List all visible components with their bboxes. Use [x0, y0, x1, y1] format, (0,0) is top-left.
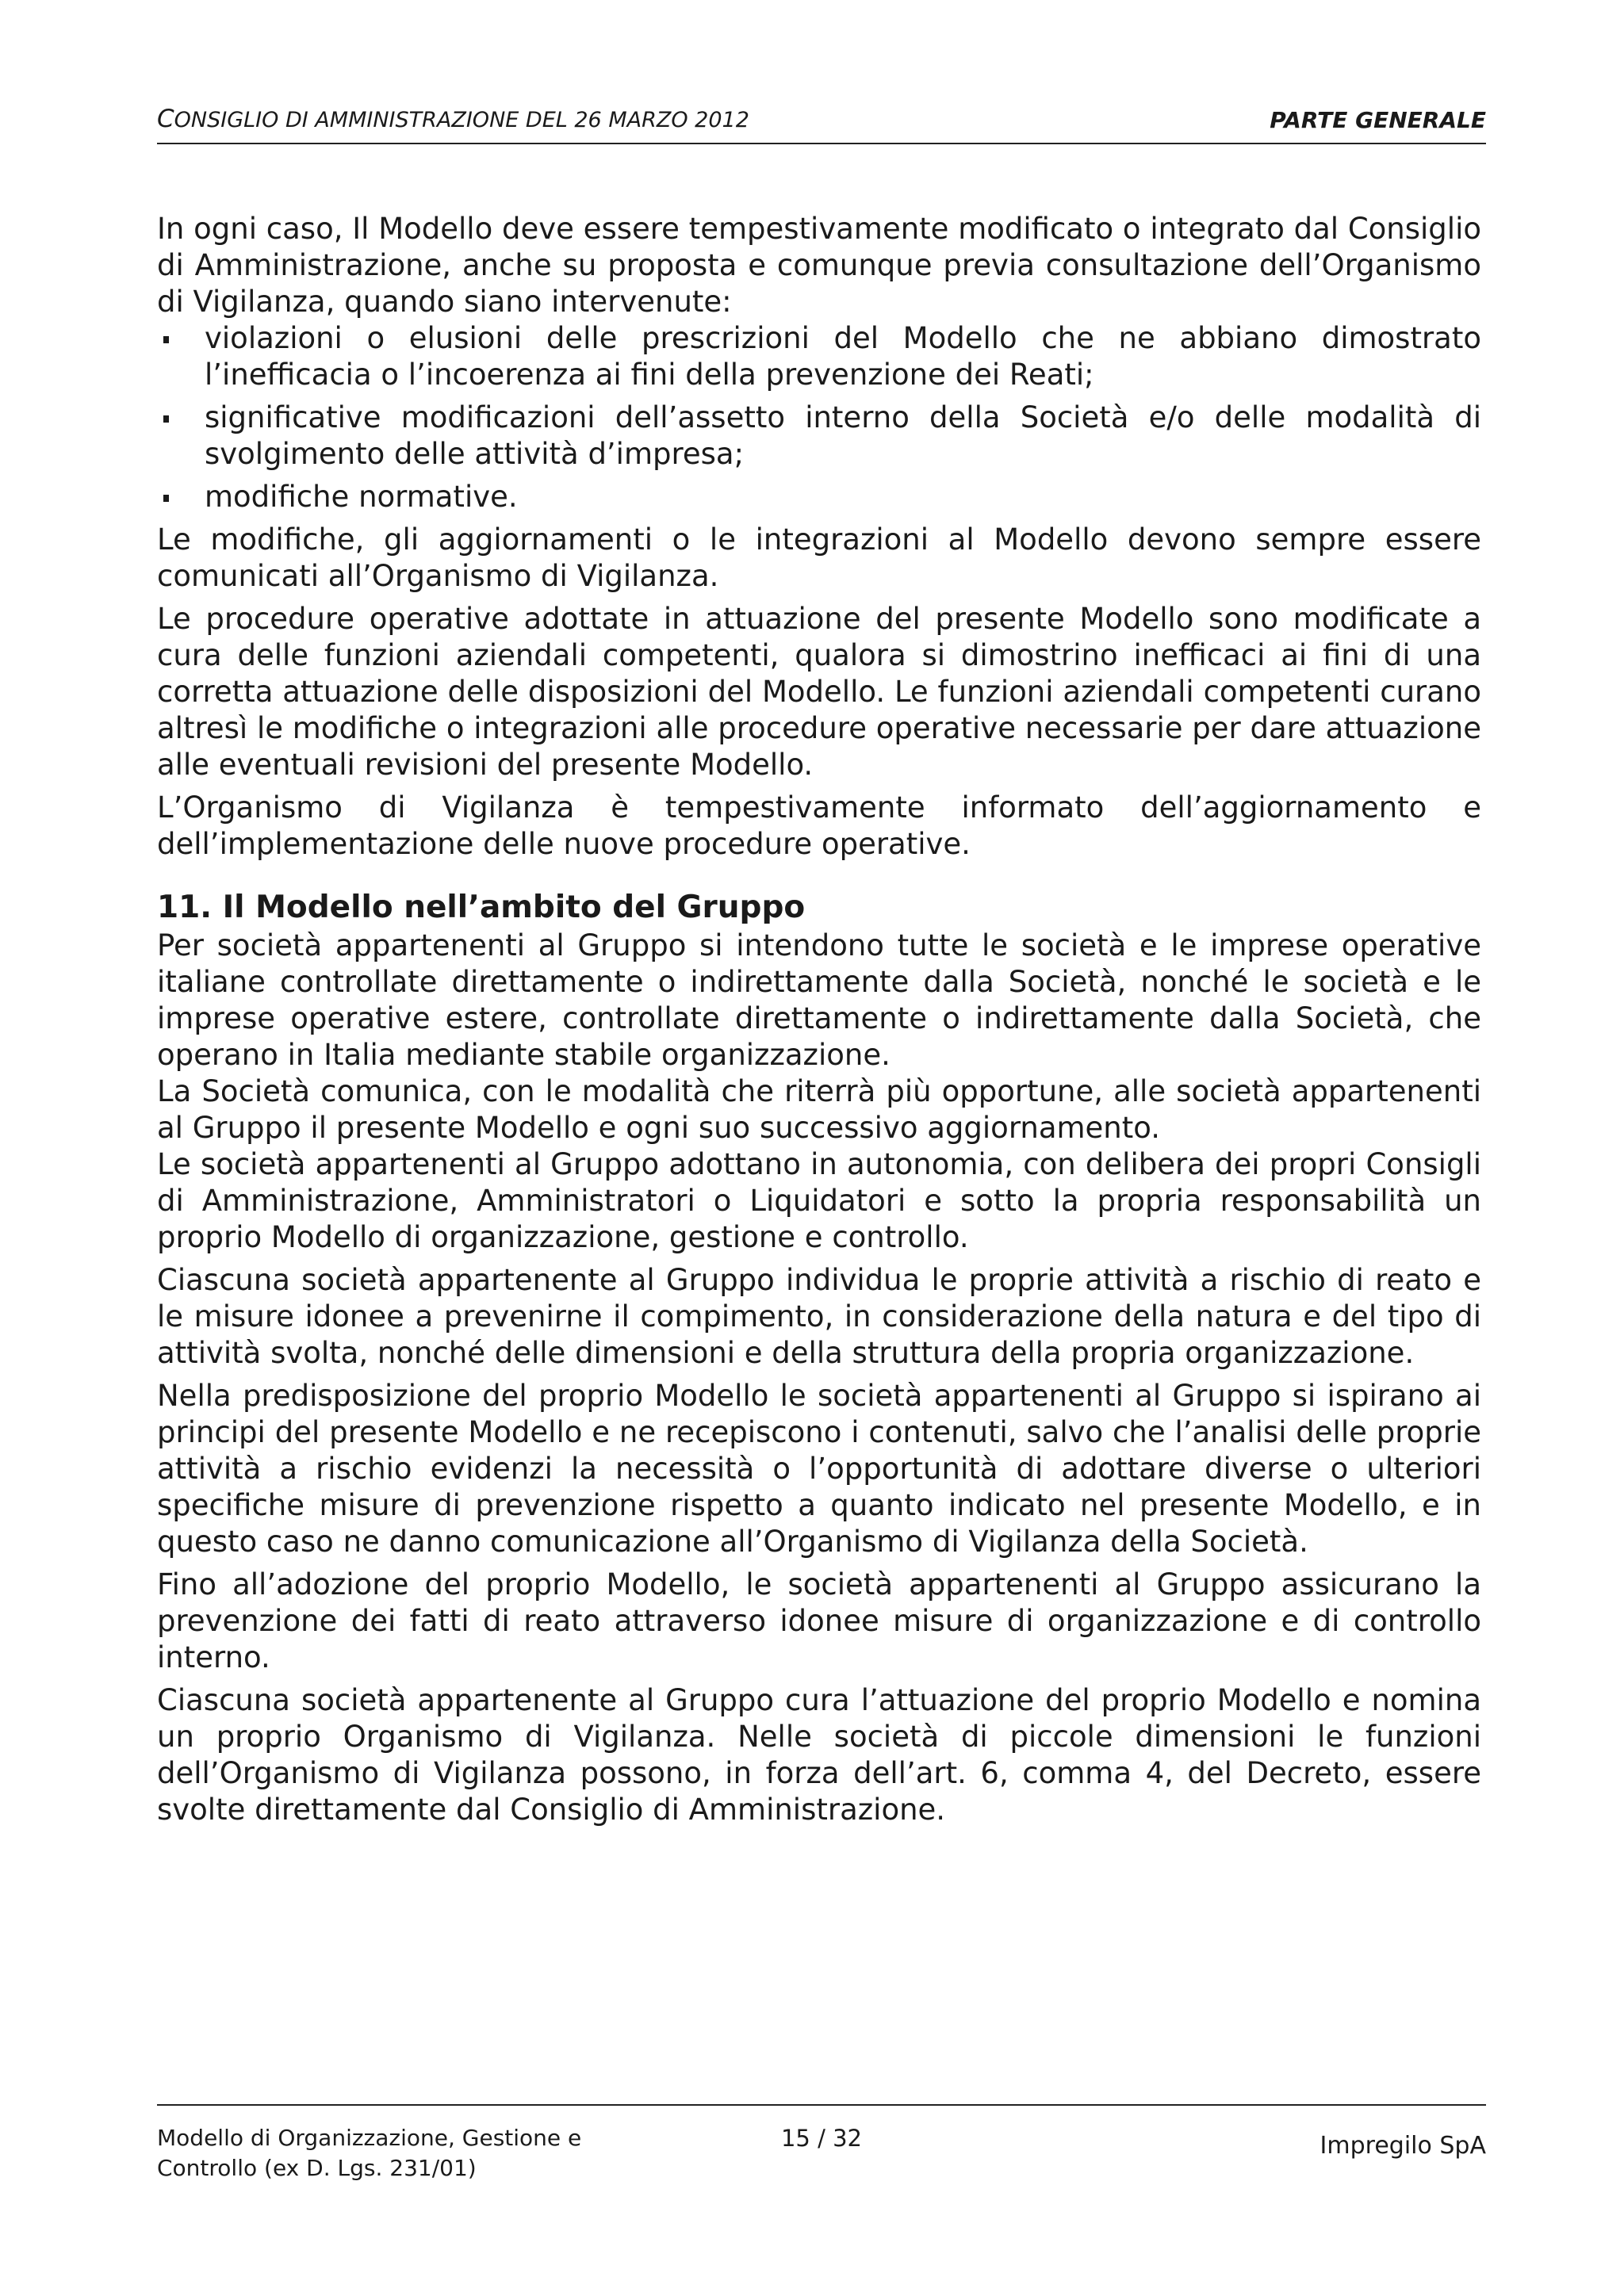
list-item — [157, 479, 1481, 515]
list-item — [157, 400, 1481, 473]
paragraph-odv-informed: L’Organismo di Vigilanza è tempestivamente informato dell’aggiornamento e dell’implementazione delle nuove procedure operative. — [157, 790, 1481, 861]
paragraph-group-definition: Per società appartenenti al Gruppo si intendono tutte le società e le imprese operative italiane controllate direttamente o indirettamente dalla Società, nonché le società e le imprese operative estere, controllate direttamente o indirettamente dalla Società, che operano in Italia mediante stabile organizzazione. — [157, 928, 1481, 1072]
header-meeting-title: CONSIGLIO DI AMMINISTRAZIONE DEL 26 MARZO 2012 — [157, 105, 749, 133]
bullet-icon — [163, 336, 169, 343]
bullet-list — [157, 320, 1481, 515]
bullet-icon — [163, 415, 169, 423]
list-item — [157, 320, 1481, 393]
paragraph-odv-appointment: Ciascuna società appartenente al Gruppo cura l’attuazione del proprio Modello e nomina un proprio Organismo di Vigilanza. Nelle società di piccole dimensioni le funzioni dell’Organismo di Vigilanza possono, in forza dell’art. 6, comma 4, del Decreto, essere svolte direttamente dal Consiglio di Amministrazione. — [157, 1683, 1481, 1827]
paragraph-interim-measures: Fino all’adozione del proprio Modello, le società appartenenti al Gruppo assicurano la prevenzione dei fatti di reato attraverso idonee misure di organizzazione e di controllo interno. — [157, 1567, 1481, 1674]
paragraph-group-communication: La Società comunica, con le modalità che riterrà più opportune, alle società appartenenti al Gruppo il presente Modello e ogni suo successivo aggiornamento. — [157, 1074, 1481, 1145]
page-number: 15 / 32 — [780, 2125, 862, 2152]
paragraph-group-adoption: Le società appartenenti al Gruppo adottano in autonomia, con delibera dei propri Consigli di Amministrazione, Amministratori o Liquidatori e sotto la propria responsabilità un proprio Modello di organizzazione, gestione e controllo. — [157, 1147, 1481, 1254]
paragraph-operative-procedures: Le procedure operative adottate in attuazione del presente Modello sono modificate a cura delle funzioni aziendali competenti, qualora si dimostrino inefficaci ai fini di una corretta attuazione delle disposizioni del Modello. Le funzioni aziendali competenti curano altresì le modifiche o integrazioni alle procedure operative necessarie per dare attuazione alle eventuali revisioni del presente Modello. — [157, 602, 1481, 782]
bullet-icon — [163, 495, 169, 502]
paragraph-communication: Le modifiche, gli aggiornamenti o le integrazioni al Modello devono sempre essere comunicati all’Organismo di Vigilanza. — [157, 522, 1481, 593]
list-item-text: modifiche normative. — [205, 480, 518, 514]
page-content — [157, 211, 1481, 1835]
header-section-title: PARTE GENERALE — [1270, 107, 1486, 133]
paragraph-update-conditions: In ogni caso, Il Modello deve essere tempestivamente modificato o integrato dal Consiglio di Amministrazione, anche su proposta e comunque previa consultazione dell’Organismo di Vigilanza, quando siano intervenute: — [157, 212, 1481, 319]
footer-title-line: Controllo (ex D. Lgs. 231/01) — [157, 2155, 477, 2181]
list-item-text: violazioni o elusioni delle prescrizioni del Modello che ne abbiano dimostrato l’inefficacia o l’incoerenza ai fini della prevenzione dei Reati; — [205, 321, 1481, 392]
page-footer — [157, 2104, 1486, 2199]
list-item-text: significative modificazioni dell’assetto interno della Società e/o delle modalità di svolgimento delle attività d’impresa; — [205, 400, 1481, 471]
footer-title-line: Modello di Organizzazione, Gestione e — [157, 2125, 582, 2151]
page-header — [157, 101, 1486, 144]
section-heading: 11. Il Modello nell’ambito del Gruppo — [157, 890, 806, 925]
paragraph-risk-identification: Ciascuna società appartenente al Gruppo individua le proprie attività a rischio di reato e le misure idonee a prevenirne il compimento, in considerazione della natura e del tipo di attività svolta, nonché delle dimensioni e della struttura della propria organizzazione. — [157, 1263, 1481, 1370]
paragraph-model-preparation: Nella predisposizione del proprio Modello le società appartenenti al Gruppo si ispirano ai principi del presente Modello e ne recepiscono i contenuti, salvo che l’analisi delle proprie attività a rischio evidenzi la necessità o l’opportunità di adottare diverse o ulteriori specifiche misure di prevenzione rispetto a quanto indicato nel presente Modello, e in questo caso ne danno comunicazione all’Organismo di Vigilanza della Società. — [157, 1379, 1481, 1559]
footer-company: Impregilo SpA — [1320, 2132, 1486, 2160]
